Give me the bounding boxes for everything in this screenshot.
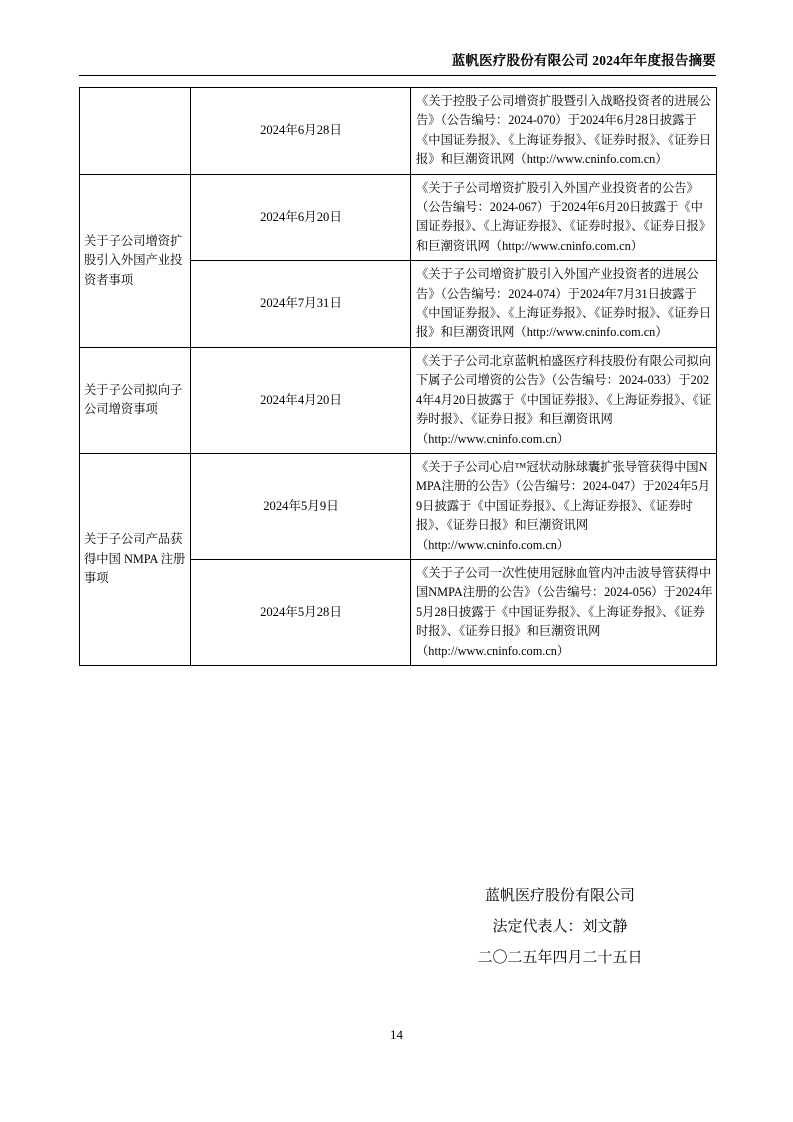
row-category-cell: 关于子公司产品获得中国 NMPA 注册事项: [80, 453, 191, 665]
page-number: 14: [390, 1027, 403, 1042]
header-divider-rule: [79, 75, 716, 76]
description-text: 《关于子公司增资扩股引入外国产业投资者的公告》（公告编号：2024-067）于2024年6月20日披露于《中国证券报》、《上海证券报》、《证券时报》、《证券日报》和巨潮资讯网: [416, 180, 712, 253]
description-text: 《关于子公司一次性使用冠脉血管内冲击波导管获得中国NMPA注册的公告》（公告编号：2024-056）于2024年5月28日披露于《中国证券报》、《上海证券报》、《证券时报》、《证券日报》和巨潮资讯网: [416, 565, 713, 639]
row-description-cell: [411, 347, 717, 453]
row-category-cell: 关于子公司增资扩股引入外国产业投资者事项: [80, 174, 191, 347]
description-url: （http://www.cninfo.com.cn）: [489, 238, 644, 253]
description-url: （http://www.cninfo.com.cn）: [514, 152, 668, 167]
signature-block: [400, 880, 720, 973]
description-url: （http://www.cninfo.com.cn）: [416, 431, 570, 446]
description-text: 《关于控股子公司增资扩股暨引入战略投资者的进展公告》（公告编号：2024-070）于2024年6月28日披露于《中国证券报》、《上海证券报》、《证券时报》、《证券日报》和巨潮资讯网: [416, 94, 712, 167]
row-date-cell: 2024年5月28日: [191, 559, 411, 665]
description-url: （http://www.cninfo.com.cn）: [514, 325, 668, 340]
row-date-cell: 2024年6月28日: [191, 88, 411, 175]
row-date-cell: 2024年4月20日: [191, 347, 411, 453]
signature-legal-representative: 法定代表人：刘文静: [492, 918, 628, 935]
announcements-table: [79, 87, 717, 666]
row-description-cell: [411, 88, 717, 175]
row-description-cell: [411, 261, 717, 348]
row-description-cell: [411, 174, 717, 261]
description-url: （http://www.cninfo.com.cn）: [416, 643, 570, 658]
signature-date: 二〇二五年四月二十五日: [477, 949, 643, 966]
row-category-cell: [80, 88, 191, 175]
description-text: 《关于子公司北京蓝帆柏盛医疗科技股份有限公司拟向下属子公司增资的公告》（公告编号：2024-033）于2024年4月20日披露于《中国证券报》、《上海证券报》、《证券时报》、《证券日报》和巨潮资讯网: [416, 353, 712, 427]
row-category-cell: 关于子公司拟向子公司增资事项: [80, 347, 191, 453]
description-text: 《关于子公司心启™冠状动脉球囊扩张导管获得中国NMPA注册的公告》（公告编号：2024-047）于2024年5月9日披露于《中国证券报》、《上海证券报》、《证券时报》、《证券日报》和巨潮资讯网: [416, 459, 711, 533]
table-row: [80, 174, 717, 261]
description-url: （http://www.cninfo.com.cn）: [416, 537, 570, 552]
table-row: [80, 347, 717, 453]
row-description-cell: [411, 559, 717, 665]
table-row: [80, 88, 717, 175]
row-date-cell: 2024年6月20日: [191, 174, 411, 261]
row-date-cell: 2024年5月9日: [191, 453, 411, 559]
row-description-cell: [411, 453, 717, 559]
page-header-title: 蓝帆医疗股份有限公司 2024年年度报告摘要: [451, 53, 716, 68]
description-text: 《关于子公司增资扩股引入外国产业投资者的进展公告》（公告编号：2024-074）于2024年7月31日披露于《中国证券报》、《上海证券报》、《证券时报》、《证券日报》和巨潮资讯网: [416, 267, 712, 340]
table-row: [80, 453, 717, 559]
row-date-cell: 2024年7月31日: [191, 261, 411, 348]
signature-company: 蓝帆医疗股份有限公司: [484, 887, 635, 904]
